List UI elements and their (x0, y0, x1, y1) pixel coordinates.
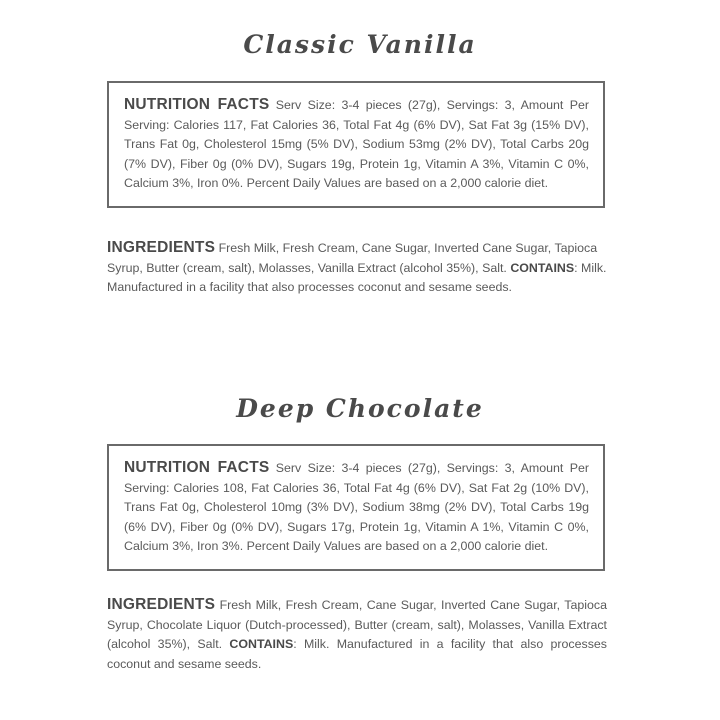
nutrition-facts-label: NUTRITION FACTS (124, 96, 270, 113)
ingredients-text: Fresh Milk, Fresh Cream, Cane Sugar, Inverted Cane Sugar, Tapioca Syrup, Butter (cream, salt), Molasses, Vanilla Extract (alcohol 35%), Salt. (107, 241, 598, 275)
ingredients-label: INGREDIENTS (107, 596, 216, 613)
nutrition-facts-text: Serv Size: 3-4 pieces (27g), Servings: 3, Amount Per Serving: Calories 117, Fat Calories 36, Total Fat 4g (6% DV), Sat Fat 3g (15% DV), Trans Fat 0g, Cholesterol 15mg (5% DV), Sodium 53mg (2% DV), Total Carbs 20g (7% DV), Fiber 0g (0% DV), Sugars 19g, Protein 1g, Vitamin A 3%, Vitamin C 0%, Calcium 3%, Iron 0%. Percent Daily Values are based on a 2,000 calorie diet. (124, 98, 589, 190)
nutrition-facts-label: NUTRITION FACTS (124, 459, 270, 476)
product-title: Classic Vanilla (243, 30, 477, 59)
nutrition-facts-box (107, 444, 605, 571)
contains-text: : Milk. Manufactured in a facility that also processes coconut and sesame seeds. (107, 260, 607, 294)
nutrition-facts-text: Serv Size: 3-4 pieces (27g), Servings: 3, Amount Per Serving: Calories 108, Fat Calories 36, Total Fat 4g (6% DV), Sat Fat 2g (10% DV), Trans Fat 0g, Cholesterol 10mg (3% DV), Sodium 38mg (2% DV), Total Carbs 19g (6% DV), Fiber 0g (0% DV), Sugars 17g, Protein 1g, Vitamin A 1%, Vitamin C 0%, Calcium 3%, Iron 3%. Percent Daily Values are based on a 2,000 calorie diet. (124, 461, 589, 553)
contains-label: CONTAINS (510, 260, 575, 275)
ingredients-block (107, 238, 607, 298)
ingredients-label: INGREDIENTS (107, 239, 216, 256)
contains-label: CONTAINS (229, 637, 294, 651)
ingredients-text: Fresh Milk, Fresh Cream, Cane Sugar, Inverted Cane Sugar, Tapioca Syrup, Chocolate Liquor (Dutch-processed), Butter (cream, salt), Molasses, Vanilla Extract (alcohol 35%), Salt. (107, 598, 607, 651)
ingredients-block (107, 595, 607, 674)
product-title: Deep Chocolate (236, 394, 484, 423)
nutrition-facts-box (107, 81, 605, 208)
contains-text: : Milk. Manufactured in a facility that also processes coconut and sesame seeds. (107, 637, 607, 671)
